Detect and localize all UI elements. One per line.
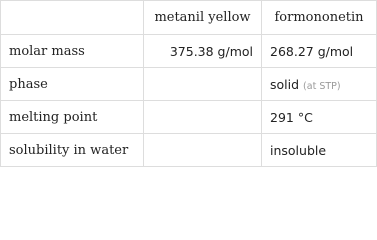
table-row bbox=[1, 134, 377, 167]
cell-metanil-yellow-solubility bbox=[144, 134, 262, 167]
cell-formononetin-melting-point: 291 °C bbox=[262, 101, 377, 134]
column-header-formononetin: formononetin bbox=[262, 1, 377, 35]
table-row bbox=[1, 35, 377, 68]
cell-formononetin-phase bbox=[262, 68, 377, 101]
row-label-molar-mass: molar mass bbox=[1, 35, 144, 68]
cell-metanil-yellow-melting-point bbox=[144, 101, 262, 134]
cell-metanil-yellow-phase bbox=[144, 68, 262, 101]
cell-metanil-yellow-molar-mass: 375.38 g/mol bbox=[144, 35, 262, 68]
cell-formononetin-molar-mass: 268.27 g/mol bbox=[262, 35, 377, 68]
column-header-metanil-yellow: metanil yellow bbox=[144, 1, 262, 35]
phase-value: solid bbox=[270, 76, 300, 92]
phase-condition-note: (at STP) bbox=[303, 80, 341, 92]
table-row bbox=[1, 68, 377, 101]
cell-formononetin-solubility: insoluble bbox=[262, 134, 377, 167]
row-label-melting-point: melting point bbox=[1, 101, 144, 134]
row-label-phase: phase bbox=[1, 68, 144, 101]
table-header-row bbox=[1, 1, 377, 35]
table-row bbox=[1, 101, 377, 134]
header-empty-cell bbox=[1, 1, 144, 35]
row-label-solubility-in-water: solubility in water bbox=[1, 134, 144, 167]
